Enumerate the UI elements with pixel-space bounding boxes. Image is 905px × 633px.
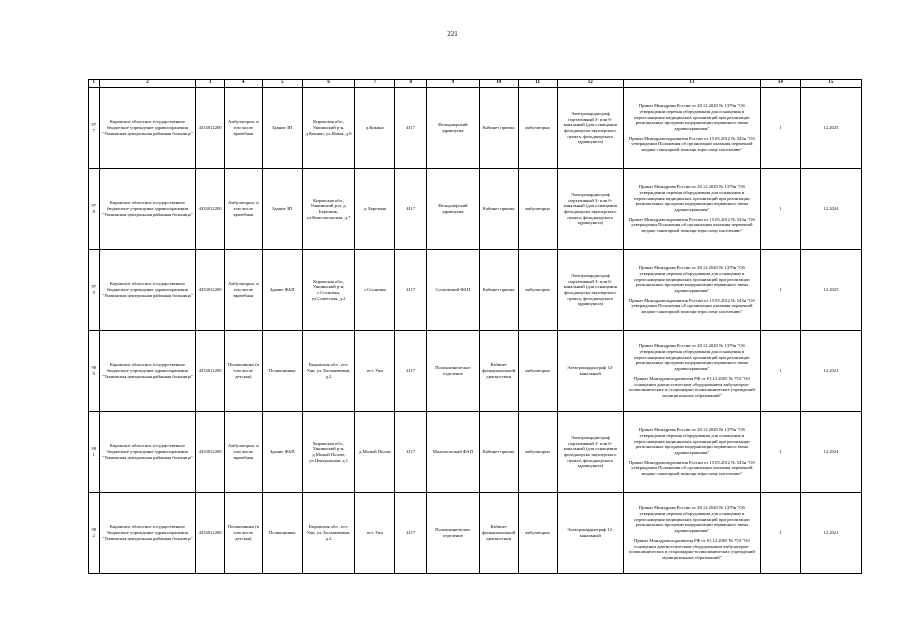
column-number: 3 bbox=[196, 80, 224, 88]
condition-cell: амбулаторно bbox=[518, 331, 557, 412]
settlement-cell: д. Березник bbox=[355, 169, 395, 250]
order-paragraph: Приказ Минздравсоцразвития России от 15.05.2012 № 543н "Об утверждении Положения об организации оказания первичной медико-санитарной помощи взрослому населению" bbox=[628, 135, 755, 153]
table-row bbox=[89, 331, 862, 412]
orders-cell bbox=[623, 250, 760, 331]
code-cell: 4117 bbox=[395, 88, 427, 169]
table-row bbox=[89, 412, 862, 493]
unit-cell: Фельдшерский здравпункт bbox=[427, 169, 480, 250]
order-paragraph: Приказ Минздрава России от 28.12.2020 № 1379н "Об утверждении перечня оборудования для оснащения и переоснащения медицинских организаций при реализации региональных программ модернизации первичного звена здравоохранения" bbox=[634, 343, 750, 372]
quantity-cell: 1 bbox=[760, 88, 800, 169]
quantity-cell: 1 bbox=[760, 412, 800, 493]
column-number: 9 bbox=[427, 80, 480, 88]
column-number-row bbox=[89, 80, 862, 88]
order-paragraph: Приказ Минздрава России от 28.12.2020 № 1379н "Об утверждении перечня оборудования для оснащения и переоснащения медицинских организаций при реализации региональных программ модернизации первичного звена здравоохранения" bbox=[634, 427, 750, 455]
column-number: 1 bbox=[89, 80, 100, 88]
date-cell: 12.2021 bbox=[800, 331, 861, 412]
address-cell: Кировская обл., Уншинский р-н, д. Березник, ул.Комсомольская, д.7 bbox=[302, 169, 355, 250]
room-cell: Кабинет функциональной диагностики bbox=[479, 493, 518, 574]
row-number-cell: 978 bbox=[89, 169, 100, 250]
settlement-cell: с.Сосновка bbox=[355, 250, 395, 331]
quantity-cell: 1 bbox=[760, 493, 800, 574]
row-number-cell: 977 bbox=[89, 88, 100, 169]
room-cell: Кабинет приема bbox=[479, 169, 518, 250]
address-cell: Кировская обл., Уншинский р-н, с.Сосновка, ул.Советская, д.2 bbox=[302, 250, 355, 331]
date-cell: 12.2025 bbox=[800, 250, 861, 331]
room-cell: Кабинет приема bbox=[479, 88, 518, 169]
row-number-cell: 982 bbox=[89, 493, 100, 574]
row-number-cell: 981 bbox=[89, 412, 100, 493]
orders-cell bbox=[623, 412, 760, 493]
care-type-cell: Поликлиника (в том числе детская) bbox=[224, 493, 262, 574]
column-number: 8 bbox=[395, 80, 427, 88]
column-number: 4 bbox=[224, 80, 262, 88]
equipment-table bbox=[88, 79, 862, 574]
building-cell: Здание ЗП bbox=[262, 88, 302, 169]
address-cell: Кировская обл., Уншинский р-н, д.Малый Полом, ул.Центральная, д.1 bbox=[302, 412, 355, 493]
column-number: 2 bbox=[99, 80, 196, 88]
settlement-cell: пгт. Уни bbox=[355, 493, 395, 574]
date-cell: 12.2021 bbox=[800, 493, 861, 574]
orders-cell bbox=[623, 88, 760, 169]
condition-cell: амбулаторно bbox=[518, 169, 557, 250]
equipment-cell: Электрокардиограф портативный 3- или 6-канальный (для оснащения фельдшерско-акушерского пункта, фельдшерского здравпункта) bbox=[557, 88, 623, 169]
room-cell: Кабинет приема bbox=[479, 412, 518, 493]
condition-cell: амбулаторно bbox=[518, 88, 557, 169]
condition-cell: амбулаторно bbox=[518, 493, 557, 574]
column-number: 15 bbox=[800, 80, 861, 88]
inn-cell: 4333012200 bbox=[196, 331, 224, 412]
unit-cell: Поликлиническое отделение bbox=[427, 493, 480, 574]
order-paragraph: Приказ Минздрава России от 28.12.2020 № 1379н "Об утверждении перечня оборудования для оснащения и переоснащения медицинских организаций при реализации региональных программ модернизации первичного звена здравоохранения" bbox=[634, 103, 750, 131]
equipment-cell: Электрокардиограф 12-канальный bbox=[557, 493, 623, 574]
column-number: 13 bbox=[623, 80, 760, 88]
order-paragraph: Приказ Минздравсоцразвития России от 15.05.2012 № 543н "Об утверждении Положения об организации оказания первичной медико-санитарной помощи взрослому населению" bbox=[628, 459, 755, 477]
date-cell: 12.2024 bbox=[800, 412, 861, 493]
column-number: 14 bbox=[760, 80, 800, 88]
table-row bbox=[89, 493, 862, 574]
table-row bbox=[89, 88, 862, 169]
building-cell: Поликлиника bbox=[262, 331, 302, 412]
address-cell: Кировская обл., Уншинский р-н, д.Кокино, ул.Новая, д.8 bbox=[302, 88, 355, 169]
address-cell: Кировская обл., пгт. Уни, ул. Большевиков, д.2 bbox=[302, 331, 355, 412]
equipment-cell: Электрокардиограф портативный 3- или 6-канальный (для оснащения фельдшерско-акушерского пункта, фельдшерского здравпункта) bbox=[557, 250, 623, 331]
institution-cell: Кировское областное государственное бюджетное учреждение здравоохранения "Уншинская центральная районная больница" bbox=[99, 412, 196, 493]
code-cell: 4117 bbox=[395, 169, 427, 250]
column-number: 6 bbox=[302, 80, 355, 88]
care-type-cell: Амбулаторно, в том числе врачебная bbox=[224, 412, 262, 493]
care-type-cell: Амбулаторно, в том числе врачебная bbox=[224, 250, 262, 331]
order-paragraph: Приказ Минздравсоцразвития РФ от 01.12.2005 № 753 "Об оснащении диагностическим оборудованием амбулаторно-поликлинических и стационарно-поликлинических учреждений муниципальных образований" bbox=[628, 537, 755, 561]
orders-cell bbox=[623, 169, 760, 250]
institution-cell: Кировское областное государственное бюджетное учреждение здравоохранения "Уншинская центральная районная больница" bbox=[99, 169, 196, 250]
quantity-cell: 1 bbox=[760, 331, 800, 412]
care-type-cell: Амбулаторно, в том числе врачебная bbox=[224, 169, 262, 250]
order-paragraph: Приказ Минздрава России от 28.12.2020 № 1379н "Об утверждении перечня оборудования для оснащения и переоснащения медицинских организаций при реализации региональных программ модернизации первичного звена здравоохранения" bbox=[634, 265, 750, 293]
unit-cell: Фельдшерский здравпункт bbox=[427, 88, 480, 169]
table-row bbox=[89, 250, 862, 331]
building-cell: Здание ФАП bbox=[262, 250, 302, 331]
inn-cell: 4333012200 bbox=[196, 88, 224, 169]
settlement-cell: д.Малый Полом bbox=[355, 412, 395, 493]
table-row bbox=[89, 169, 862, 250]
inn-cell: 4333012200 bbox=[196, 250, 224, 331]
date-cell: 12.2025 bbox=[800, 88, 861, 169]
institution-cell: Кировское областное государственное бюджетное учреждение здравоохранения "Уншинская центральная районная больница" bbox=[99, 331, 196, 412]
condition-cell: амбулаторно bbox=[518, 412, 557, 493]
room-cell: Кабинет приема bbox=[479, 250, 518, 331]
order-paragraph: Приказ Минздравсоцразвития России от 15.05.2012 № 543н "Об утверждении Положения об организации оказания первичной медико-санитарной помощи взрослому населению" bbox=[628, 216, 755, 234]
condition-cell: амбулаторно bbox=[518, 250, 557, 331]
code-cell: 4117 bbox=[395, 331, 427, 412]
date-cell: 12.2024 bbox=[800, 169, 861, 250]
institution-cell: Кировское областное государственное бюджетное учреждение здравоохранения "Уншинская центральная районная больница" bbox=[99, 250, 196, 331]
building-cell: Поликлиника bbox=[262, 493, 302, 574]
care-type-cell: Поликлиника (в том числе детская) bbox=[224, 331, 262, 412]
column-number: 10 bbox=[479, 80, 518, 88]
unit-cell: Поликлиническое отделение bbox=[427, 331, 480, 412]
row-number-cell: 979 bbox=[89, 250, 100, 331]
building-cell: Здание ФАП bbox=[262, 412, 302, 493]
address-cell: Кировская обл., пгт. Уни, ул. Большевиков, д.2 bbox=[302, 493, 355, 574]
inn-cell: 4333012200 bbox=[196, 493, 224, 574]
unit-cell: Сосновский ФАП bbox=[427, 250, 480, 331]
order-paragraph: Приказ Минздрава России от 28.12.2020 № 1379н "Об утверждении перечня оборудования для оснащения и переоснащения медицинских организаций при реализации региональных программ модернизации первичного звена здравоохранения" bbox=[634, 184, 750, 212]
institution-cell: Кировское областное государственное бюджетное учреждение здравоохранения "Уншинская центральная районная больница" bbox=[99, 88, 196, 169]
page-number: 221 bbox=[447, 30, 458, 38]
equipment-cell: Электрокардиограф портативный 3- или 6-канальный (для оснащения фельдшерско-акушерского пункта, фельдшерского здравпункта) bbox=[557, 412, 623, 493]
column-number: 5 bbox=[262, 80, 302, 88]
institution-cell: Кировское областное государственное бюджетное учреждение здравоохранения "Уншинская центральная районная больница" bbox=[99, 493, 196, 574]
care-type-cell: Амбулаторно, в том числе врачебная bbox=[224, 88, 262, 169]
row-number-cell: 980 bbox=[89, 331, 100, 412]
order-paragraph: Приказ Минздравсоцразвития России от 15.05.2012 № 543н "Об утверждении Положения об организации оказания первичной медико-санитарной помощи взрослому населению" bbox=[628, 297, 755, 315]
quantity-cell: 1 bbox=[760, 250, 800, 331]
inn-cell: 4333012200 bbox=[196, 169, 224, 250]
column-number: 11 bbox=[518, 80, 557, 88]
equipment-cell: Электрокардиограф 12-канальный bbox=[557, 331, 623, 412]
code-cell: 4117 bbox=[395, 412, 427, 493]
settlement-cell: д.Кокино bbox=[355, 88, 395, 169]
inn-cell: 4333012200 bbox=[196, 412, 224, 493]
order-paragraph: Приказ Минздравсоцразвития РФ от 01.12.2005 № 753 "Об оснащении диагностическим оборудованием амбулаторно-поликлинических и стационарно-поликлинических учреждений муниципальных образований" bbox=[628, 375, 755, 399]
orders-cell bbox=[623, 331, 760, 412]
column-number: 7 bbox=[355, 80, 395, 88]
settlement-cell: пгт. Уни bbox=[355, 331, 395, 412]
column-number: 12 bbox=[557, 80, 623, 88]
order-paragraph: Приказ Минздрава России от 28.12.2020 № 1379н "Об утверждении перечня оборудования для оснащения и переоснащения медицинских организаций при реализации региональных программ модернизации первичного звена здравоохранения" bbox=[634, 505, 750, 534]
code-cell: 4117 bbox=[395, 250, 427, 331]
unit-cell: Малопольский ФАП bbox=[427, 412, 480, 493]
room-cell: Кабинет функциональной диагностики bbox=[479, 331, 518, 412]
equipment-cell: Электрокардиограф портативный 3- или 6-канальный (для оснащения фельдшерско-акушерского пункта, фельдшерского здравпункта) bbox=[557, 169, 623, 250]
building-cell: Здание ЗП bbox=[262, 169, 302, 250]
quantity-cell: 1 bbox=[760, 169, 800, 250]
code-cell: 4117 bbox=[395, 493, 427, 574]
orders-cell bbox=[623, 493, 760, 574]
